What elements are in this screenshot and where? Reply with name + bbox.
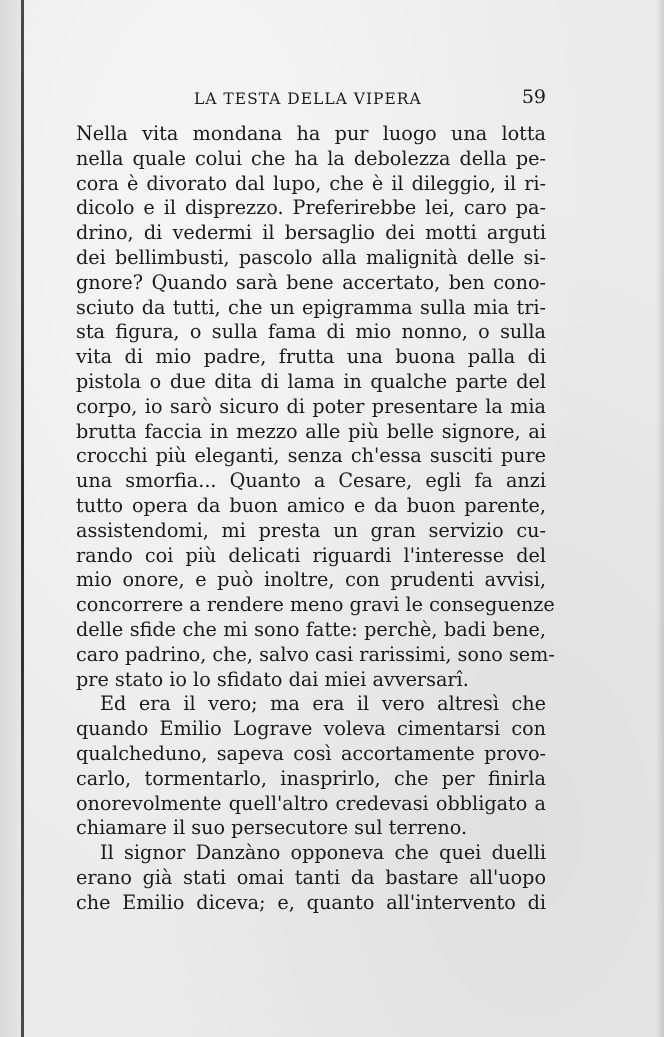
text-line: brutta faccia in mezzo alle più belle signore, ai [76, 419, 546, 443]
text-line: caro padrino, che, salvo casi rarissimi, sono sem- [76, 642, 555, 666]
running-title: LA TESTA DELLA VIPERA [194, 90, 422, 108]
text-line: vita di mio padre, frutta una buona palla di [76, 345, 546, 369]
text-line: corpo, io sarò sicuro di poter presentare la mia [76, 394, 546, 418]
text-line: cora è divorato dal lupo, che è il dileggio, il ri- [76, 171, 546, 195]
spine-shadow [0, 0, 21, 1037]
text-line: erano già stati omai tanti da bastare all'uopo [76, 865, 546, 889]
text-line: dei bellimbusti, pascolo alla malignità delle si- [76, 245, 546, 269]
text-line: delle sfide che mi sono fatte: perchè, badi bene, [76, 617, 546, 641]
text-line: rando coi più delicati riguardi l'interesse del [76, 543, 546, 567]
text-line: che Emilio diceva; e, quanto all'intervento di [76, 890, 546, 914]
text-line: dicolo e il disprezzo. Preferirebbe lei, caro pa- [76, 196, 546, 220]
text-line: una smorfia... Quanto a Cesare, egli fa anzi [76, 469, 546, 493]
text-line: quando Emilio Lograve voleva cimentarsi con [76, 717, 546, 741]
page-header [76, 86, 546, 114]
text-line: crocchi più eleganti, senza ch'essa susciti pure [76, 444, 546, 468]
text-line: sta figura, o sulla fama di mio nonno, o sulla [76, 320, 546, 344]
text-line: Ed era il vero; ma era il vero altresì che [100, 692, 546, 716]
text-line: concorrere a rendere meno gravi le conseguenze [76, 593, 555, 617]
text-line: onorevolmente quell'altro credevasi obbligato a [76, 791, 546, 815]
text-line: gnore? Quando sarà bene accertato, ben cono- [76, 270, 546, 294]
text-line: mio onore, e può inoltre, con prudenti avvisi, [76, 568, 546, 592]
text-line: chiamare il suo persecutore sul terreno. [76, 816, 468, 840]
text-line: tutto opera da buon amico e da buon parente, [76, 493, 546, 517]
text-line: nella quale colui che ha la debolezza della pe- [76, 146, 546, 170]
page-edge-shadow [656, 0, 664, 1037]
text-line: sciuto da tutti, che un epigramma sulla mia tri- [76, 295, 546, 319]
spine-line [21, 0, 24, 1037]
text-line: pre stato io lo sfidato dai miei avversarî. [76, 667, 469, 691]
text-line: qualcheduno, sapeva così accortamente provo- [76, 741, 546, 765]
text-line: assistendomi, mi presta un gran servizio cu- [76, 518, 546, 542]
body-text [76, 122, 555, 916]
text-line: Il signor Danzàno opponeva che quei duelli [100, 841, 546, 865]
text-line: drino, di vedermi il bersaglio dei motti arguti [76, 221, 546, 245]
text-line: Nella vita mondana ha pur luogo una lotta [76, 122, 546, 145]
text-line: pistola o due dita di lama in qualche parte del [76, 369, 546, 393]
page-number: 59 [521, 86, 546, 108]
text-line: carlo, tormentarlo, inasprirlo, che per finirla [76, 766, 546, 790]
